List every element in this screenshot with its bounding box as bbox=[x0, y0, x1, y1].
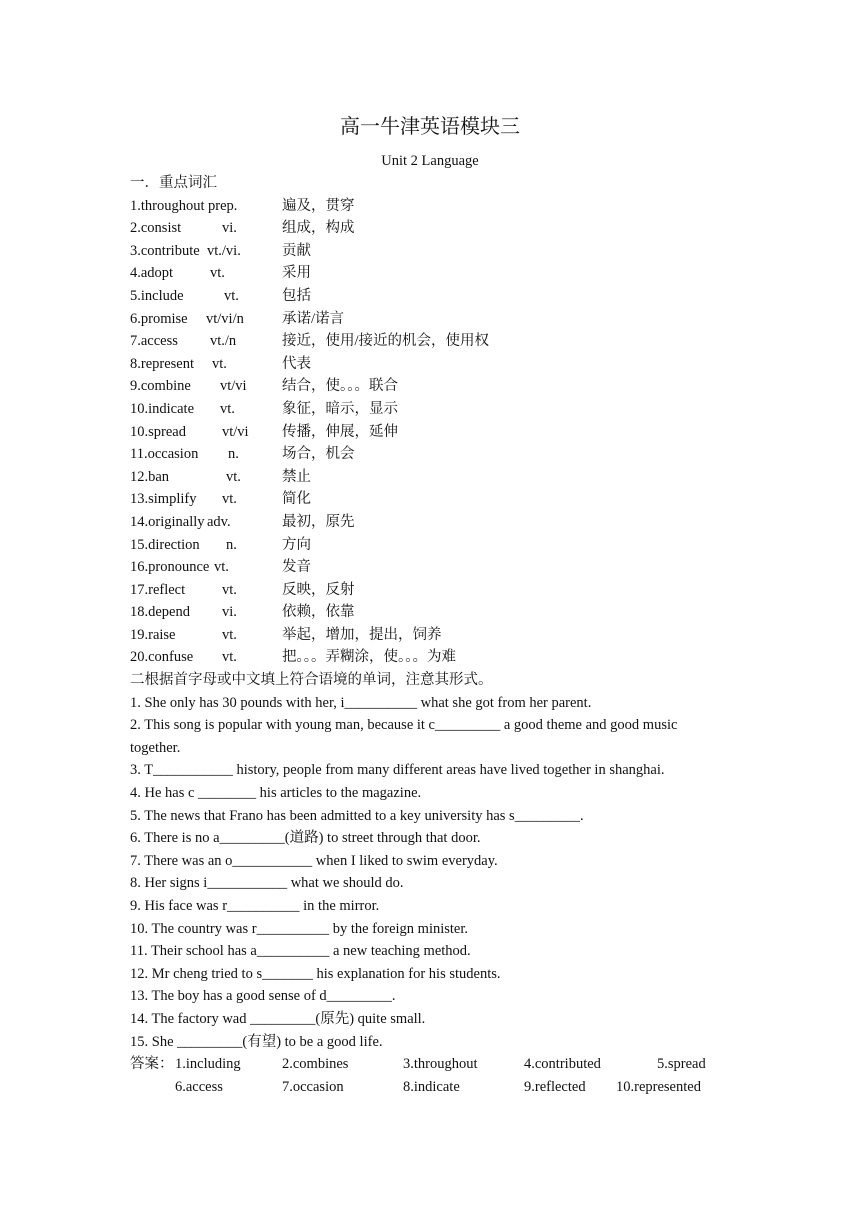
vocab-part-of-speech: vt. bbox=[210, 265, 225, 282]
vocab-definition: 把。。。弄糊涂，使。。。为难 bbox=[282, 649, 456, 666]
vocab-item bbox=[130, 262, 730, 285]
vocab-definition: 方向 bbox=[282, 536, 311, 553]
vocab-part-of-speech: vt. bbox=[220, 400, 235, 417]
question-item: 14. The factory wad _________(原先) quite small. bbox=[130, 1010, 426, 1027]
vocab-definition: 依赖，依靠 bbox=[282, 604, 355, 621]
vocab-definition: 贡献 bbox=[282, 242, 311, 259]
vocab-word: 12.ban bbox=[130, 468, 170, 485]
vocab-definition: 举起，增加，提出，饲养 bbox=[282, 626, 442, 643]
vocab-list bbox=[130, 195, 730, 669]
vocab-definition: 结合，使。。。联合 bbox=[282, 378, 398, 395]
vocab-word: 4.adopt bbox=[130, 265, 174, 282]
vocab-part-of-speech: vt. bbox=[212, 355, 227, 372]
vocab-word: 3.contribute bbox=[130, 242, 200, 259]
answer-item: 4.contributed bbox=[524, 1056, 601, 1073]
vocab-word: 5.include bbox=[130, 287, 184, 304]
vocab-definition: 反映，反射 bbox=[282, 581, 355, 598]
vocab-item bbox=[130, 579, 730, 602]
vocab-definition: 遍及，贯穿 bbox=[282, 197, 355, 214]
vocab-item bbox=[130, 511, 730, 534]
answer-item: 2.combines bbox=[282, 1056, 349, 1073]
vocab-part-of-speech: adv. bbox=[207, 513, 231, 530]
answer-label: 答案： bbox=[130, 1056, 174, 1073]
vocab-part-of-speech: vt./vi. bbox=[207, 242, 241, 259]
vocab-word: 14.originally bbox=[130, 513, 205, 530]
vocab-word: 6.promise bbox=[130, 310, 188, 327]
vocab-word: 15.direction bbox=[130, 536, 200, 553]
vocab-word: 20.confuse bbox=[130, 649, 194, 666]
vocab-word: 10.indicate bbox=[130, 400, 195, 417]
vocab-definition: 代表 bbox=[282, 355, 311, 372]
answer-item: 1.including bbox=[175, 1056, 241, 1073]
question-item: 5. The news that Frano has been admitted to a key university has s_________. bbox=[130, 807, 584, 824]
question-item: 7. There was an o___________ when I liked to swim everyday. bbox=[130, 852, 498, 869]
vocab-item bbox=[130, 240, 730, 263]
vocab-item bbox=[130, 421, 730, 444]
vocab-word: 8.represent bbox=[130, 355, 195, 372]
vocab-word: 19.raise bbox=[130, 626, 176, 643]
vocab-item bbox=[130, 443, 730, 466]
vocab-item bbox=[130, 195, 730, 218]
section2-heading: 二根据首字母或中文填上符合语境的单词，注意其形式。 bbox=[130, 672, 493, 689]
vocab-part-of-speech: vt./n bbox=[210, 333, 237, 350]
vocab-item bbox=[130, 285, 730, 308]
answer-item: 5.spread bbox=[657, 1056, 706, 1073]
question-item: 2. This song is popular with young man, because it c_________ a good theme and good music together. bbox=[130, 717, 678, 756]
vocab-part-of-speech: vt. bbox=[214, 559, 229, 576]
vocab-word: 16.pronounce bbox=[130, 559, 210, 576]
vocab-item bbox=[130, 308, 730, 331]
page-subtitle: Unit 2 Language bbox=[381, 153, 479, 169]
vocab-word: 2.consist bbox=[130, 220, 182, 237]
question-item: 15. She _________(有望) to be a good life. bbox=[130, 1033, 383, 1050]
vocab-item bbox=[130, 488, 730, 511]
vocab-definition: 包括 bbox=[282, 287, 311, 304]
vocab-item bbox=[130, 330, 730, 353]
vocab-word: 18.depend bbox=[130, 604, 190, 621]
vocab-item bbox=[130, 601, 730, 624]
vocab-word: 13.simplify bbox=[130, 491, 197, 508]
answer-item: 6.access bbox=[175, 1078, 223, 1095]
vocab-part-of-speech: vi. bbox=[222, 604, 237, 621]
answer-item: 9.reflected bbox=[524, 1078, 586, 1095]
vocab-part-of-speech: vt. bbox=[226, 468, 241, 485]
answer-row bbox=[130, 1076, 730, 1099]
question-item: 11. Their school has a__________ a new teaching method. bbox=[130, 943, 471, 960]
vocab-part-of-speech: n. bbox=[228, 446, 239, 463]
vocab-part-of-speech: n. bbox=[226, 536, 237, 553]
vocab-definition: 场合，机会 bbox=[282, 446, 355, 463]
vocab-part-of-speech: vt. bbox=[222, 626, 237, 643]
vocab-word: 9.combine bbox=[130, 378, 191, 395]
vocab-definition: 传播，伸展，延伸 bbox=[282, 423, 398, 440]
question-item: 4. He has c ________ his articles to the magazine. bbox=[130, 785, 422, 802]
answer-item: 8.indicate bbox=[403, 1078, 460, 1095]
question-item: 9. His face was r__________ in the mirror. bbox=[130, 898, 380, 914]
question-item: 13. The boy has a good sense of d_________. bbox=[130, 988, 396, 1005]
question-item: 1. She only has 30 pounds with her, i__________ what she got from her parent. bbox=[130, 694, 592, 711]
answer-item: 3.throughout bbox=[403, 1056, 478, 1073]
vocab-word: 7.access bbox=[130, 333, 178, 350]
vocab-word: 10.spread bbox=[130, 423, 186, 440]
vocab-part-of-speech: vt/vi bbox=[222, 423, 249, 440]
vocab-definition: 象征，暗示，显示 bbox=[282, 400, 398, 417]
vocab-part-of-speech: vt/vi/n bbox=[206, 310, 244, 327]
document-body bbox=[130, 172, 730, 1098]
vocab-definition: 采用 bbox=[282, 265, 311, 282]
page-title: 高一牛津英语模块三 bbox=[340, 116, 520, 138]
vocab-word: 11.occasion bbox=[130, 446, 199, 463]
vocab-definition: 组成，构成 bbox=[282, 220, 355, 237]
vocab-item bbox=[130, 375, 730, 398]
question-item: 6. There is no a_________(道路) to street through that door. bbox=[130, 830, 481, 847]
vocab-part-of-speech: vt. bbox=[224, 287, 239, 304]
vocab-item bbox=[130, 466, 730, 489]
vocab-part-of-speech: vt/vi bbox=[220, 378, 247, 395]
vocab-item bbox=[130, 534, 730, 557]
vocab-item bbox=[130, 556, 730, 579]
vocab-part-of-speech: vt. bbox=[222, 581, 237, 598]
question-list bbox=[130, 692, 730, 1054]
answer-block bbox=[130, 1053, 730, 1098]
question-item: 3. T___________ history, people from many different areas have lived together in shanghai. bbox=[130, 762, 665, 779]
vocab-part-of-speech: vt. bbox=[222, 649, 237, 666]
vocab-item bbox=[130, 646, 730, 669]
vocab-part-of-speech: vt. bbox=[222, 491, 237, 508]
vocab-definition: 简化 bbox=[282, 491, 311, 508]
vocab-definition: 接近，使用/接近的机会，使用权 bbox=[282, 333, 490, 350]
vocab-item bbox=[130, 217, 730, 240]
vocab-definition: 禁止 bbox=[282, 468, 311, 485]
answer-item: 7.occasion bbox=[282, 1078, 344, 1095]
vocab-item bbox=[130, 624, 730, 647]
question-item: 8. Her signs i___________ what we should do. bbox=[130, 875, 404, 892]
vocab-definition: 发音 bbox=[282, 559, 311, 576]
question-item: 12. Mr cheng tried to s_______ his explanation for his students. bbox=[130, 965, 501, 982]
vocab-item bbox=[130, 353, 730, 376]
vocab-definition: 承诺/诺言 bbox=[282, 310, 345, 327]
vocab-word: 1.throughout bbox=[130, 197, 205, 214]
vocab-word: 17.reflect bbox=[130, 581, 186, 598]
answer-row bbox=[130, 1053, 730, 1076]
vocab-item bbox=[130, 398, 730, 421]
answer-item: 10.represented bbox=[616, 1078, 701, 1095]
question-item: 10. The country was r__________ by the foreign minister. bbox=[130, 920, 469, 937]
vocab-definition: 最初，原先 bbox=[282, 513, 355, 530]
section1-heading: 一．重点词汇 bbox=[130, 175, 217, 191]
vocab-part-of-speech: vi. bbox=[222, 220, 237, 237]
vocab-part-of-speech: prep. bbox=[208, 197, 238, 214]
